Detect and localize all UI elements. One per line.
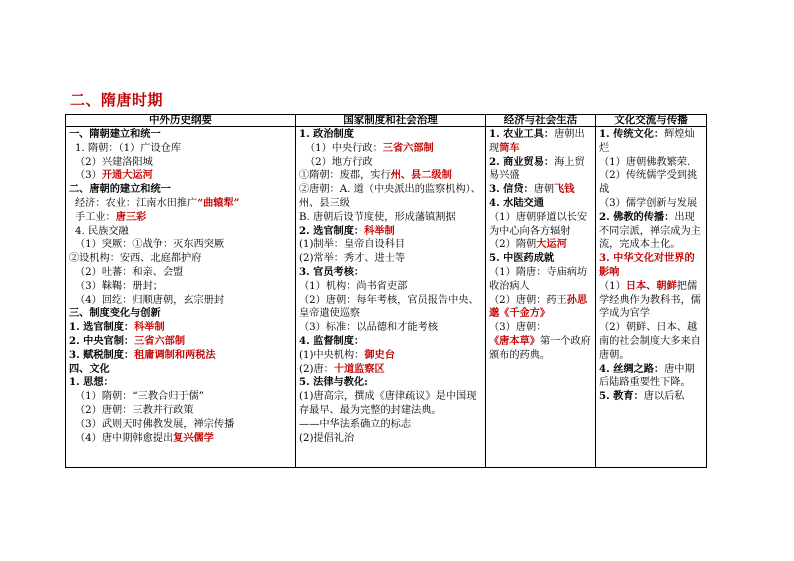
paragraph: （2）隋朝大运河 (489, 238, 567, 251)
line: （2）兴建洛阳城 (75, 156, 153, 168)
header-economy: 经济与社会生活 (486, 115, 596, 127)
heading: 一、隋朝建立和统一 (69, 128, 161, 140)
cell-economy (486, 127, 596, 468)
heading: 4. 水陆交通 (489, 196, 544, 209)
line: （3）武则天时佛教发展，禅宗传播 (75, 418, 235, 430)
paragraph: 2. 商业贸易：海上贸易兴盛 (489, 155, 585, 182)
line: (1)中央机构：御史台 (299, 348, 395, 361)
line: 3. 赋税制度：租庸调制和两税法 (69, 348, 216, 361)
cell-culture (596, 127, 707, 468)
line: （4）唐中期韩愈提出复兴儒学 (75, 431, 214, 444)
line: （2）地方行政 (305, 156, 373, 168)
line: 1. 思想： (69, 376, 114, 389)
line: （3）开通大运河 (75, 169, 153, 182)
paragraph: 1. 农业工具：唐朝出现筒车 (489, 128, 585, 154)
line: （3）靺鞨：册封； (75, 280, 163, 292)
cell-governance (296, 127, 486, 468)
heading: 3. 官员考核： (299, 265, 365, 278)
line: ——中华法系确立的标志 (299, 418, 412, 430)
heading: 1. 政治制度 (299, 128, 354, 140)
line: ②唐朝：A. 道（中央派出的监察机构）、州、县三级 (299, 184, 481, 209)
heading: 四、文化 (69, 362, 110, 375)
header-governance: 国家制度和社会治理 (296, 115, 486, 127)
line: 手工业：唐三彩 (75, 210, 147, 223)
line: （2）吐蕃：和亲、会盟 (75, 266, 184, 278)
line: 经济：农业：江南水田推广“曲辕犁” (75, 196, 240, 209)
heading: 三、制度变化与创新 (69, 307, 161, 320)
paragraph: （1）唐朝驿道以长安为中心向各方辐射 (489, 211, 588, 237)
paragraph: （2）唐朝：药王孙思邈《千金方》 (489, 293, 588, 320)
header-outline: 中外历史纲要 (66, 115, 296, 127)
paragraph: 4. 丝绸之路：唐中期后陆路重要性下降。 (599, 362, 695, 389)
line: 2. 中央官制：三省六部制 (69, 334, 186, 347)
heading: 3. 中华文化对世界的影响 (599, 252, 695, 278)
line: 4. 民族交融 (75, 225, 129, 237)
section-title: 二、隋唐时期 (70, 91, 164, 109)
line: B. 唐朝后设节度使，形成藩镇割据 (299, 211, 456, 223)
cell-outline (66, 127, 296, 468)
heading: 2. 选官制度：科举制 (299, 224, 395, 237)
table-row (66, 127, 707, 468)
line: ②设机构：安西、北庭都护府 (69, 253, 202, 265)
paragraph: （1）隋唐：寺庙病坊收治病人 (489, 266, 588, 292)
paragraph: （1）日本、朝鲜把儒学经典作为教科书，儒学成为官学 (599, 279, 701, 320)
paragraph: （3）儒学创新与发展 (599, 197, 698, 209)
paragraph: 2. 佛教的传播：出现不同宗派，禅宗成为主流，完成本土化。 (599, 210, 701, 251)
line: (1)唐高宗，撰成《唐律疏议》是中国现存最早、最为完整的封建法典。 (299, 391, 477, 416)
line: （3）标准：以品德和才能考核 (299, 322, 438, 334)
line: （2）唐朝：三教并行政策 (75, 404, 194, 416)
paragraph: （1）唐朝佛教繁荣. (599, 156, 691, 168)
line: (1)制举：皇帝自设科目 (299, 239, 406, 251)
line: （1）突厥：①战争：灭东西突厥 (75, 239, 225, 251)
line: ①隋朝：废郡，实行州、县二级制 (299, 169, 452, 182)
history-table (65, 114, 707, 468)
paragraph: 1. 传统文化：辉煌灿烂 (599, 128, 695, 154)
line: （1）中央行政：三省六部制 (305, 141, 434, 154)
paragraph: （2）朝鲜、日本、越南的社会制度大多来自唐朝。 (599, 322, 701, 361)
header-culture: 文化交流与传播 (596, 115, 707, 127)
line: （4）回纥：归顺唐朝，玄宗册封 (75, 294, 225, 306)
line: (2)唐：十道监察区 (299, 362, 385, 375)
line: 1. 选官制度：科举制 (69, 321, 165, 334)
line: 1. 隋朝：（1）广设仓库 (75, 142, 182, 154)
paragraph: 3. 信贷：唐朝飞钱 (489, 183, 575, 196)
table-header-row (66, 115, 707, 127)
paragraph: （2）传统儒学受到挑战 (599, 170, 698, 196)
line: (2)提倡礼治 (299, 432, 355, 444)
heading: 5. 法律与教化: (299, 376, 368, 389)
line: （1）机构：尚书省吏部 (299, 280, 408, 292)
line: (2)常举：秀才、进士等 (299, 253, 406, 265)
paragraph: （3）唐朝：《唐本草》第一个政府颁布的药典。 (489, 322, 591, 361)
heading: 4. 监督制度： (299, 334, 365, 347)
heading: 5. 中医药成就 (489, 252, 555, 265)
line: （1）隋朝：“三教合归于儒” (75, 391, 204, 403)
line: （2）唐朝：每年考核，官员报告中央、皇帝遣使巡察 (299, 294, 479, 320)
paragraph: 5. 教育：唐以后私 (599, 390, 685, 403)
heading: 二、唐朝的建立和统一 (69, 183, 171, 196)
